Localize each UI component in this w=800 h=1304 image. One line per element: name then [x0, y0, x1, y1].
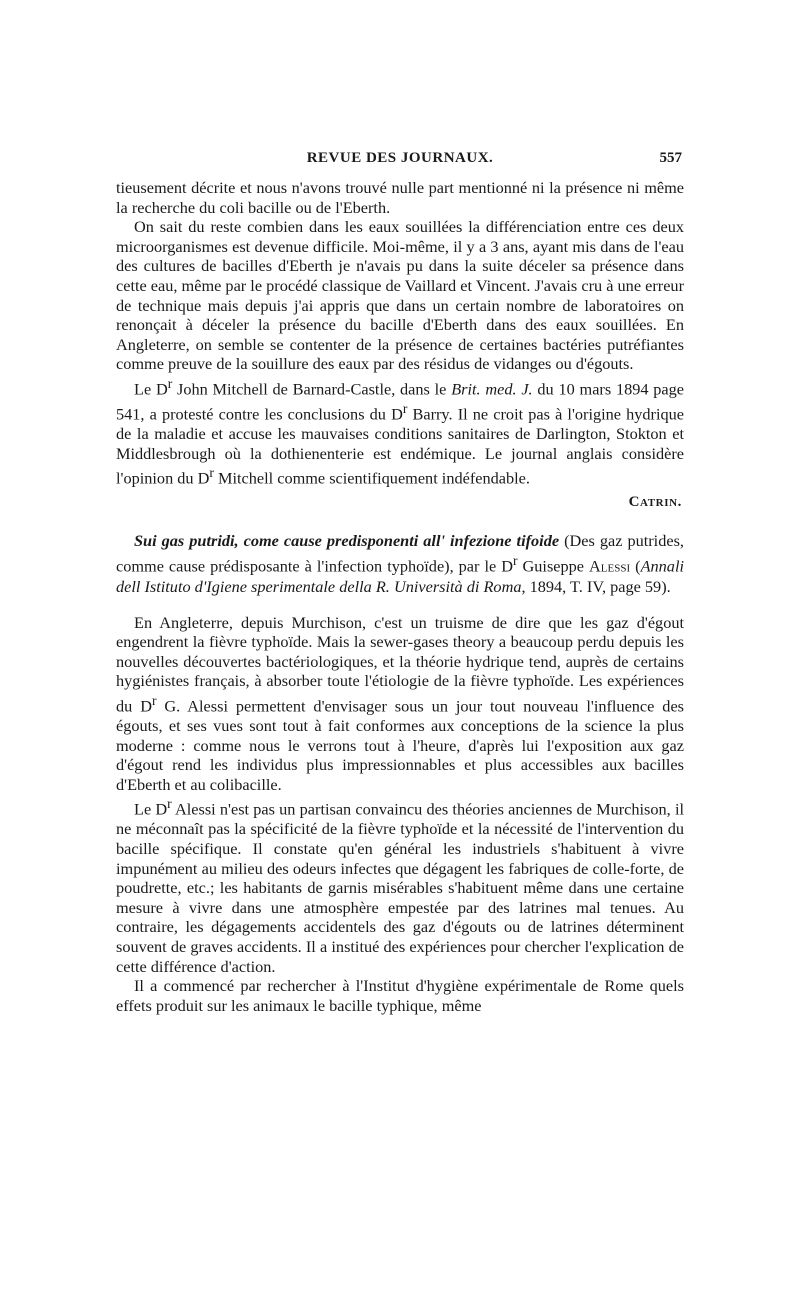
- paragraph: Le $D^r$ John Mitchell de Barnard-Castle, dans le Brit. med. J. du 10 mars 1894 page 541, a protesté contre les conclusions du $D^r$ Barry. Il ne croit pas à l'origine hydrique de la maladie et accuse les mauvaises conditions sanitaires de Darlington, Stokton et Middlesbrough où la dothienenterie est endémique. Le journal anglais considère l'opinion du $D^r$ Mitchell comme scientifiquement indéfendable.: [116, 375, 685, 488]
- section-gap: [116, 597, 684, 613]
- paragraph: En Angleterre, depuis Murchison, c'est un truisme de dire que les gaz d'égout engendrent la fièvre typhoïde. Mais la sewer-gases theory a beaucoup perdu depuis les nouvelles découvertes bactériologiques, et la théorie hydrique tend, auprès de certains hygiénistes français, à absorber toute l'étiologie de la fièvre typhoïde. Les expériences du $D^r$ G. Alessi permettent d'envisager sous un jour tout nouveau l'influence des égouts, et ses vues sont tout à fait conformes aux conceptions de la science la plus moderne : comme nous le verrons tout à l'heure, d'après lui l'exposition aux gaz d'égout rend les individus plus impressionnables et plus accessibles aux bacilles d'Eberth et au colibacille.: [116, 612, 685, 794]
- author-name: Alessi: [589, 556, 631, 576]
- paragraph: On sait du reste combien dans les eaux souillées la différenciation entre ces deux microorganismes est devenue difficile. Moi-même, il y a 3 ans, ayant mis dans de l'eau des cultures de bacilles d'Eberth je n'avais pu dans la suite déceler sa présence dans cette eau, même par le procédé classique de Vaillard et Vincent. J'avais cru à une erreur de technique mais depuis j'ai appris que dans un certain nombre de laboratoires on renonçait à déceler la présence du bacille d'Eberth dans des eaux souillées. En Angleterre, on semble se contenter de la présence de certaines bactéries putréfiantes comme preuve de la souillure des eaux par des résidus de vidanges ou d'égouts.: [116, 217, 684, 374]
- source-journal: Annali dell Istituto d'Igiene sperimentale della R. Università di Roma: [116, 556, 684, 596]
- page-number: 557: [659, 150, 682, 166]
- paragraph: tieusement décrite et nous n'avons trouvé nulle part mentionné ni la présence ni même la recherche du coli bacille ou de l'Eberth.: [116, 178, 684, 217]
- paragraph: Le $D^r$ Alessi n'est pas un partisan convaincu des théories anciennes de Murchison, il ne méconnaît pas la spécificité de la fièvre typhoïde et la nécessité de l'intervention du bacille spécifique. Il constate qu'en général les industriels s'habituent à vivre impunément au milieu des odeurs infectes que dégagent les fabriques de colle-forte, de poudrette, etc.; les habitants de garnis misérables s'habituent même dans une certaine mesure à vivre dans une atmosphère empestée par des latrines mal tenues. Au contraire, les dégagements accidentels des gaz d'égouts ou de latrines déterminent souvent de graves accidents. Il a institué des expériences pour chercher l'explication de cette différence d'action.: [116, 796, 684, 976]
- section-gap: [116, 511, 684, 531]
- author-signature: Catrin.: [628, 494, 682, 511]
- page-header: [116, 148, 684, 172]
- running-title: REVUE DES JOURNAUX.: [306, 150, 494, 166]
- journal-name: Brit. med. J.: [451, 379, 533, 399]
- document-page: [116, 148, 684, 1015]
- article-heading: Sui gas putridi, come cause predisponenti all' infezione tifoide (Des gaz putrides, comme cause prédisposante à l'infection typhoïde), par le $D^r$ Guiseppe Alessi (Annali dell Istituto d'Igiene sperimentale della R. Università di Roma, 1894, T. IV, page 59).: [116, 531, 684, 596]
- article-title: Sui gas putridi, come cause predisponenti all' infezione tifoide: [134, 531, 560, 551]
- paragraph: Il a commencé par rechercher à l'Institut d'hygiène expérimentale de Rome quels effets produit sur les animaux le bacille typhique, même: [116, 976, 684, 1015]
